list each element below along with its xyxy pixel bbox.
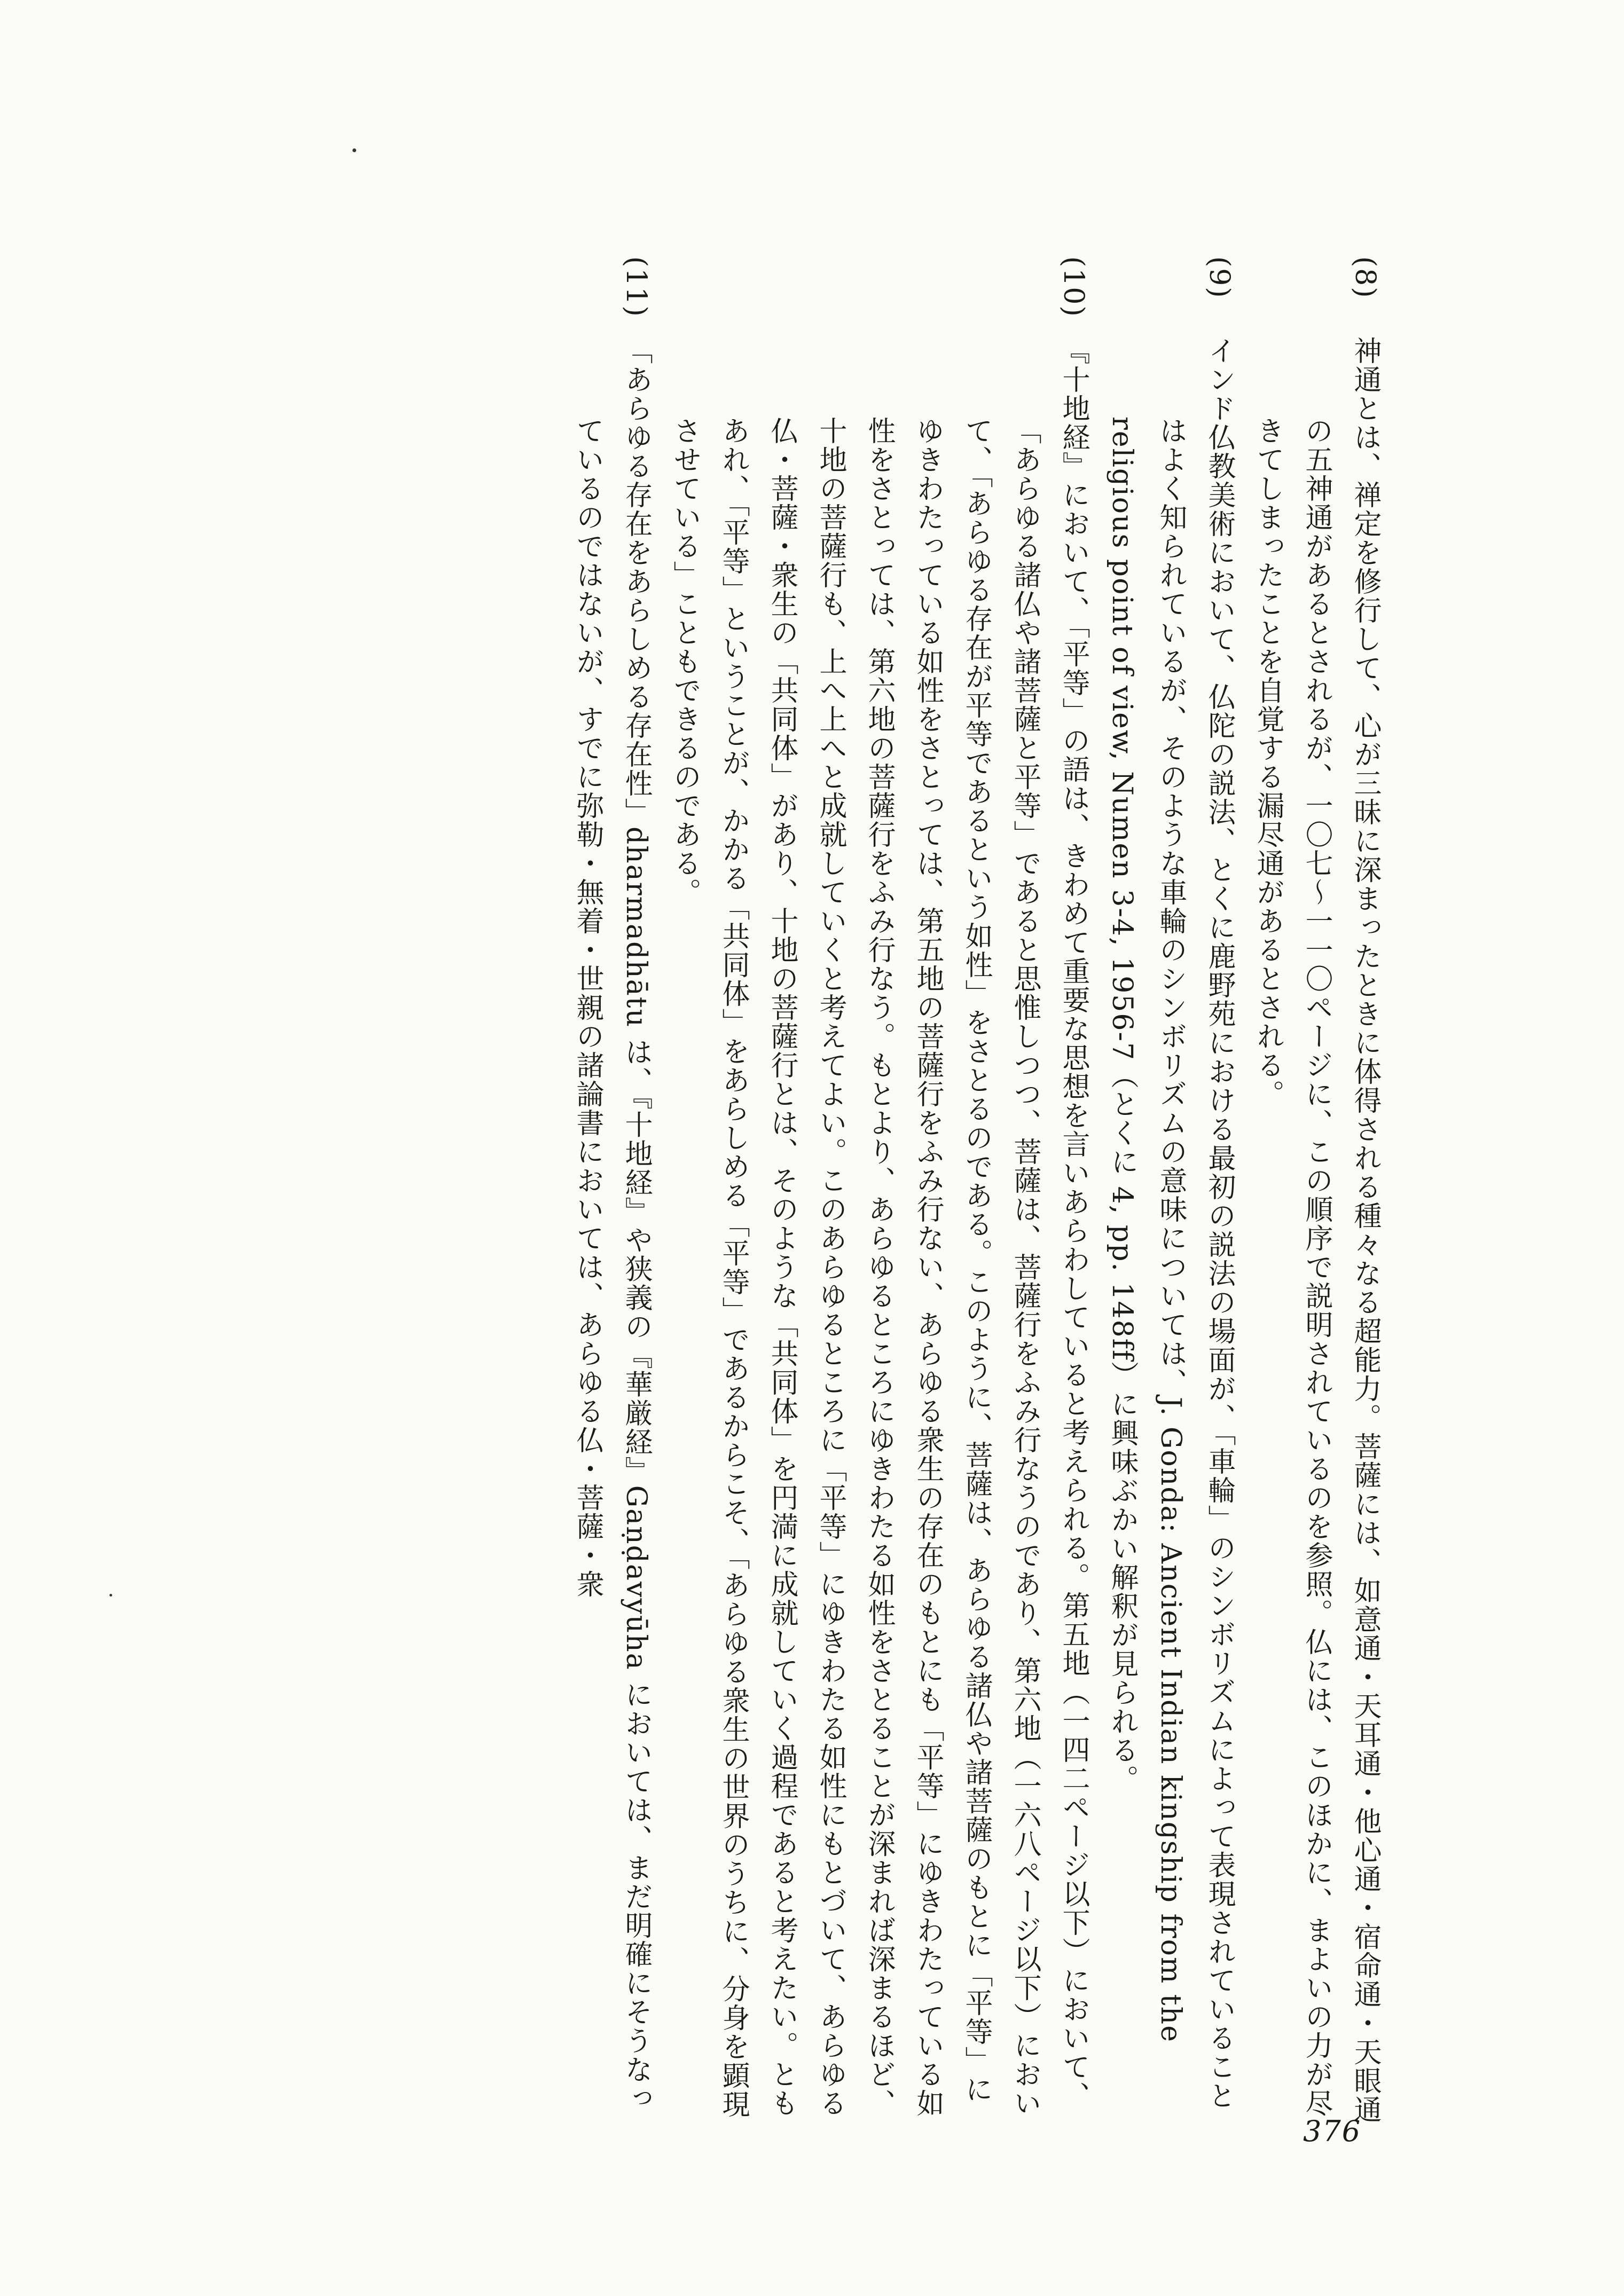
note-9: (9)インド仏教美術において、仏陀の説法、とくに鹿野苑における最初の説法の場面が、「車輪」のシンボリズムによって表現されていることはよく知られているが、そのような車輪のシンボリズムの意味については、J. Gonda: Ancient Indian kingship from the religious point of view, Numen 3-4, 1956-7（とくに 4, pp. 148ff）に興味ぶかい解釈が見られる。 — [1106, 256, 1235, 2110]
scan-speck — [109, 1594, 112, 1597]
note-text: 「あらゆる存在をあらしめる存在性」dharmadhātu は、『十地経』や狭義の『華厳経』Gaṇḍavyūha においては、まだ明確にそうなっているのではないが、すでに弥勒・無着・世親の諸論書においては、あらゆる仏・菩薩・衆 — [571, 336, 652, 2113]
note-text: 『十地経』において、「平等」の語は、きわめて重要な思想を言いあらわしていると考えられる。第五地（一四二ページ以下）において、「あらゆる諸仏や諸菩薩と平等」であると思惟しつつ、菩薩は、菩薩行をふみ行なうのであり、第六地（一六八ページ以下）において、「あらゆる存在が平等であるという如性」をさとるのである。このように、菩薩は、あらゆる諸仏や諸菩薩のもとに「平等」にゆきわたっている如性をさとっては、第五地の菩薩行をふみ行ない、あらゆる衆生の存在のもとにも「平等」にゆきわたっている如性をさとっては、第六地の菩薩行をふみ行なう。もとより、あらゆるところにゆきわたる如性をさとることが深まれば深まるほど、十地の菩薩行も、上へ上へと成就していくと考えてよい。このあらゆるところに「平等」にゆきわたる如性にもとづいて、あらゆる仏・菩薩・衆生の「共同体」があり、十地の菩薩行とは、そのような「共同体」を円満に成就していく過程であると考えたい。ともあれ、「平等」ということが、かかる「共同体」をあらしめる「平等」であるからこそ、「あらゆる衆生の世界のうちに、分身を顕現させている」こともできるのである。 — [669, 336, 1089, 2119]
page-number: 376 — [1303, 2114, 1362, 2148]
note-10: (10)『十地経』において、「平等」の語は、きわめて重要な思想を言いあらわしていると考えられる。第五地（一四二ページ以下）において、「あらゆる諸仏や諸菩薩と平等」であると思惟しつつ、菩薩は、菩薩行をふみ行なうのであり、第六地（一六八ページ以下）において、「あらゆる存在が平等であるという如性」をさとるのである。このように、菩薩は、あらゆる諸仏や諸菩薩のもとに「平等」にゆきわたっている如性をさとっては、第五地の菩薩行をふみ行ない、あらゆる衆生の存在のもとにも「平等」にゆきわたっている如性をさとっては、第六地の菩薩行をふみ行なう。もとより、あらゆるところにゆきわたる如性をさとることが深まれば深まるほど、十地の菩薩行も、上へ上へと成就していくと考えてよい。このあらゆるところに「平等」にゆきわたる如性にもとづいて、あらゆる仏・菩薩・衆生の「共同体」があり、十地の菩薩行とは、そのような「共同体」を円満に成就していく過程であると考えたい。ともあれ、「平等」ということが、かかる「共同体」をあらしめる「平等」であるからこそ、「あらゆる衆生の世界のうちに、分身を顕現させている」こともできるのである。 — [669, 256, 1089, 2119]
notes-column — [563, 256, 1389, 2125]
note-text: 神通とは、禅定を修行して、心が三昧に深まったときに体得される種々なる超能力。菩薩には、如意通・天耳通・他心通・宿命通・天眼通の五神通があるとされるが、一〇七〜一一〇ページに、この順序で説明されているのを参照。仏には、このほかに、まよいの力が尽きてしまったことを自覚する漏尽通があるとされる。 — [1252, 336, 1381, 2124]
note-8: (8)神通とは、禅定を修行して、心が三昧に深まったときに体得される種々なる超能力。菩薩には、如意通・天耳通・他心通・宿命通・天眼通の五神通があるとされるが、一〇七〜一一〇ページに、この順序で説明されているのを参照。仏には、このほかに、まよいの力が尽きてしまったことを自覚する漏尽通があるとされる。 — [1252, 256, 1381, 2124]
note-11: (11)「あらゆる存在をあらしめる存在性」dharmadhātu は、『十地経』や狭義の『華厳経』Gaṇḍavyūha においては、まだ明確にそうなっているのではないが、すでに弥勒・無着・世親の諸論書においては、あらゆる仏・菩薩・衆 — [571, 256, 652, 2113]
scan-speck — [352, 148, 356, 152]
note-text: インド仏教美術において、仏陀の説法、とくに鹿野苑における最初の説法の場面が、「車輪」のシンボリズムによって表現されていることはよく知られているが、そのような車輪のシンボリズムの意味については、J. Gonda: Ancient Indian kingship from the religious point of view, Numen 3-4, 1956-7（とくに 4, pp. 148ff）に興味ぶかい解釈が見られる。 — [1106, 336, 1235, 2110]
